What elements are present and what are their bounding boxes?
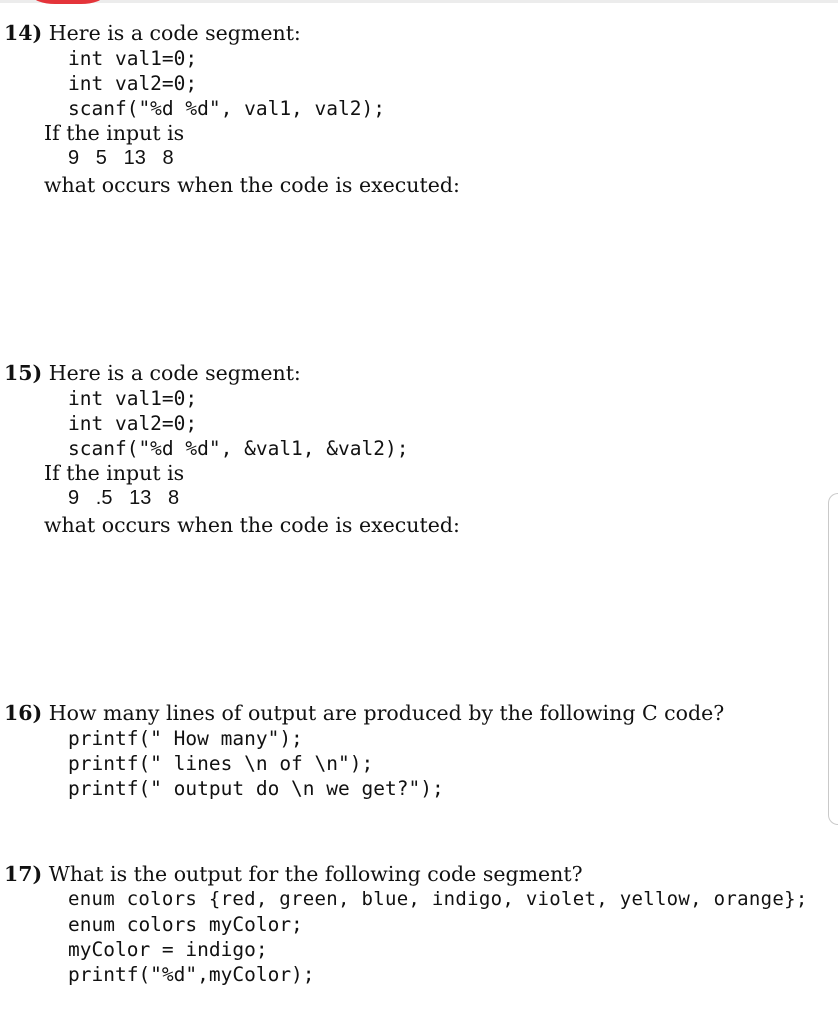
question-header bbox=[4, 361, 301, 386]
question-number: 16) bbox=[4, 701, 43, 725]
question-prompt: What is the output for the following code segment? bbox=[48, 862, 583, 886]
question-header bbox=[4, 701, 724, 726]
code-line: myColor = indigo; bbox=[68, 938, 268, 961]
code-line: scanf("%d %d", val1, val2); bbox=[68, 97, 385, 120]
code-line: printf(" output do \n we get?"); bbox=[68, 777, 444, 800]
followup-text: what occurs when the code is executed: bbox=[44, 173, 460, 197]
code-line: int val1=0; bbox=[68, 387, 198, 410]
code-line: int val2=0; bbox=[68, 412, 198, 435]
code-line: printf(" lines \n of \n"); bbox=[68, 752, 374, 775]
input-value: 9 5 13 8 bbox=[68, 147, 174, 169]
question-prompt: Here is a code segment: bbox=[48, 21, 301, 45]
input-label: If the input is bbox=[44, 461, 185, 485]
question-header bbox=[4, 21, 301, 46]
side-scroll-bracket bbox=[828, 493, 838, 825]
code-line: int val2=0; bbox=[68, 72, 198, 95]
code-line: enum colors myColor; bbox=[68, 913, 303, 936]
question-number: 15) bbox=[4, 361, 43, 385]
input-label: If the input is bbox=[44, 121, 185, 145]
page-corner-tab bbox=[32, 0, 104, 4]
page-top-rule bbox=[0, 0, 838, 3]
question-header bbox=[4, 862, 583, 887]
code-line: printf("%d",myColor); bbox=[68, 963, 315, 986]
code-line: enum colors {red, green, blue, indigo, violet, yellow, orange}; bbox=[68, 888, 808, 910]
code-line: int val1=0; bbox=[68, 47, 198, 70]
question-number: 17) bbox=[4, 862, 43, 886]
followup-text: what occurs when the code is executed: bbox=[44, 513, 460, 537]
question-prompt: How many lines of output are produced by the following C code? bbox=[48, 701, 725, 725]
code-line: scanf("%d %d", &val1, &val2); bbox=[68, 437, 409, 460]
code-line: printf(" How many"); bbox=[68, 727, 303, 750]
question-number: 14) bbox=[4, 21, 43, 45]
question-prompt: Here is a code segment: bbox=[48, 361, 301, 385]
input-value: 9 .5 13 8 bbox=[68, 487, 180, 509]
